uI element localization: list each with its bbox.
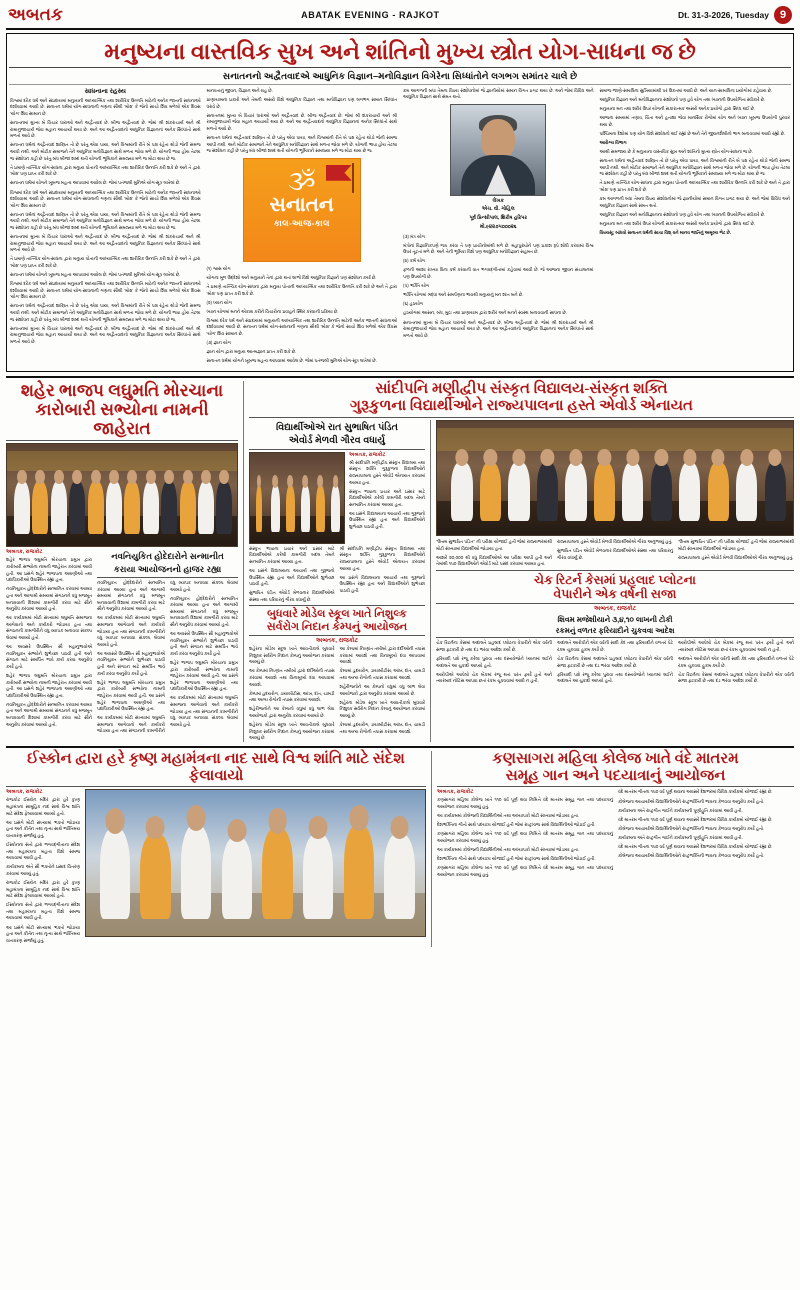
lead-column-4 — [600, 88, 791, 367]
masthead — [6, 4, 794, 30]
cheque-case-subhead-line2: રકમનું વળતર ફરિયાદીને ચુકવવા આદેશ — [555, 626, 675, 636]
bjp-location: અબતક, રાજકોટ — [6, 549, 43, 556]
masthead-center-text: ABATAK EVENING - RAJKOT — [301, 10, 440, 20]
health-camp-body: શહેરના મોડેલ સ્કૂલ ખાતે આવતીકાલે બુધવારે નિશુલ્ક સર્વરોગ નિદાન કેમ્પનું આયોજન કરવામાં આવ્યું છે. આ કેમ્પમાં નિષ્ણાંત તબીબો દ્વારા દર્દીઓની તપાસ કરવામાં આવશે તથા વિનામૂલ્યે દવા આપવામાં આવશે. કેમ્પમાં હૃદયરોગ, ડાયાબીટીસ, આંખ, દાંત, ચામડી તથા અન્ય રોગોની તપાસ કરવામાં આવશે. શહેરીજનોને આ કેમ્પનો વધુમાં વધુ લાભ લેવા આયોજકો દ્વારા અનુરોધ કરવામાં આવ્યો છે. શહેરના મોડેલ સ્કૂલ ખાતે આવતીકાલે બુધવારે નિશુલ્ક સર્વરોગ નિદાન કેમ્પનું આયોજન કરવામાં આવ્યું છે. આ કેમ્પમાં નિષ્ણાંત તબીબો દ્વારા દર્દીઓની તપાસ કરવામાં આવશે તથા વિનામૂલ્યે દવા આપવામાં આવશે. કેમ્પમાં હૃદયરોગ, ડાયાબીટીસ, આંખ, દાંત, ચામડી તથા અન્ય રોગોની તપાસ કરવામાં આવશે. શહેરીજનોને આ કેમ્પનો વધુમાં વધુ લાભ લેવા આયોજકો દ્વારા અનુરોધ કરવામાં આવ્યો છે. શહેરના મોડેલ સ્કૂલ ખાતે આવતીકાલે બુધવારે નિશુલ્ક સર્વરોગ નિદાન કેમ્પનું આયોજન કરવામાં આવ્યું છે. કેમ્પમાં હૃદયરોગ, ડાયાબીટીસ, આંખ, દાંત, ચામડી તથા અન્ય રોગોની તપાસ કરવામાં આવશે. — [249, 646, 425, 741]
lead-column-2 — [207, 88, 398, 367]
story-iskcon — [6, 751, 426, 947]
sanskrit-subhead-line2: એવોર્ડ મેળવી ગૌરવ વધાર્યુ — [288, 435, 386, 447]
masthead-right — [678, 6, 792, 24]
lead-columns — [9, 85, 791, 369]
lead-col2-body: (૧) શ્વાસ યોગ યોગના મૂળ ઉદ્દેશો અને મનુષ્યને તેનાં દ્વારા થતાં લાભો વિશે આધુનિક વિજ્ઞાને પણ સંશોધન કર્યાં છે. તે પ્રમાણે તાત્ત્વિક યોગ-સાધના દ્વારા મનુષ્ય પોતાની આધ્યાત્મિક તથા શારીરિક ઉન્નતિ કરી શકે છે અને તે દ્વારા 'મોક્ષ' પણ પ્રાપ્ત કરી શકે છે. (૨) ધ્યાન યોગ ધ્યાન યોગમાં મનને એકાગ્ર કરીને વિચારોના પ્રવાહને સ્થિર કરવાની પ્રક્રિયા છે. વિશ્વમાં દરેક ધર્મ અને સંપ્રદાયમાં મનુષ્યની આધ્યાત્મિક તથા શારીરિક ઉન્નતિ માટેની અનેક જાતની સાધનાઓ દર્શાવવામાં આવી છે. સનાતન ધર્મમાં યોગ-સાધનાની ગણના સૌથી 'મોક્ષ' કે જેનો સાચો શિવ મળેલો એક દિવસ 'યોગ' શિવ સામાન છે. (૩) જ્ઞાન યોગ જ્ઞાન યોગ દ્વારા મનુષ્ય આત્મજ્ઞાન પ્રાપ્ત કરી શકે છે. સનાતન ધર્મમાં યોગને ખૂબજ મહત્વ આપવામાં આવેલ છે. જેમાં પતંજલી મુનિએ યોગ-સૂત્ર લખેલાં છે. — [206, 265, 397, 364]
author-photo — [450, 104, 546, 196]
bjp-subhead-line2: કરાયા આયોજનનો હાજર રહ્યા — [113, 564, 222, 575]
lead-column-3 — [403, 88, 594, 367]
om-symbol-icon: ૐ — [287, 166, 316, 196]
author-block — [450, 104, 546, 231]
lead-col2-top: માનવતાનું જીવન, વિજ્ઞાન અને ગ્રહ છે. પ્રાણાયામના પ્રકારો અને તેમની અસરો વિશે આધુનિક વિજ્ઞાન તથા મનોવિજ્ઞાન પણ લગભગ સમાન સિધ્ધાંત ધરાવે છે. સનાતનમાં મુખ્ય બે વિચાર ધારાઓ અને અદ્વૈતવાદ છે. બીજ અદ્વૈતવાદ છે. જેમાં શ્રી શંકરાચાર્ય અને શ્રી રામાનુજાચાર્ય જેવા મહાન આચાર્યો થયા છે. અને આ અદ્વૈતવાદનો આધુનિક વિજ્ઞાનનાં અનેક સિધ્ધાંતો સાથે મળતો આવે છે. સનાતન ધર્મનાં અદ્વૈતવાદ શાસ્ત્રિત તો છે પરંતુ એવા પાયા, અને વિશ્વમાંની રીતે બે પક્ષ રહેતા થોડો જેની સમજ આપી નથી. અને મોટીક સમાજને તેને આધુનિક મનોવિજ્ઞાન સાથે મળતા જોવા મળે છે. યોગની ભાષા હોય તેટલા જ સંશોધન કહી છે પરંતુ બંધ બીજાં શબ્દ થતી યોગની ભૂમિકાને સમજ્યા મળે જ મોટા થાય છે જ. — [206, 87, 397, 154]
lead-section-title: સાધનાના રહસ્ય — [84, 87, 126, 95]
issue-date: Dt. 31-3-2026, Tuesday — [677, 10, 769, 20]
health-camp-location: અબતક, રાજકોટ — [315, 638, 359, 645]
photo-backdrop — [7, 451, 237, 471]
health-camp-headline-line2: સર્વરોગ નિદાન કેમ્પનું આયોજન — [266, 620, 408, 633]
health-camp-headline-line1: બુધવારે મોડેલ સ્કૂલ ખાતે નિશુલ્ક — [267, 608, 407, 621]
sanskrit-mid-col — [249, 420, 425, 742]
kansagra-body-col1: કણસાગરા મહિલા કોલેજ ખાતે ૧૧૦ વર્ષ પૂર્ણ થવા નિમિત્તે વંદે માતરમ સમૂહ ગાન તથા પદયાત્રાનું આયોજન કરવામાં આવ્યું હતું. આ કાર્યક્રમમાં કોલેજની વિદ્યાર્થિનીઓ તથા અધ્યાપકો મોટી સંખ્યામાં જોડાયા હતા. દેશભક્તિના ગીતો સાથે પદયાત્રા યોજાઈ હતી જેમાં રાષ્ટ્રધ્વજ સાથે વિદ્યાર્થિનીઓ જોડાઈ હતી. કણસાગરા મહિલા કોલેજ ખાતે ૧૧૦ વર્ષ પૂર્ણ થવા નિમિત્તે વંદે માતરમ સમૂહ ગાન તથા પદયાત્રાનું આયોજન કરવામાં આવ્યું હતું. આ કાર્યક્રમમાં કોલેજની વિદ્યાર્થિનીઓ તથા અધ્યાપકો મોટી સંખ્યામાં જોડાયા હતા. દેશભક્તિના ગીતો સાથે પદયાત્રા યોજાઈ હતી જેમાં રાષ્ટ્રધ્વજ સાથે વિદ્યાર્થિનીઓ જોડાઈ હતી. કણસાગરા મહિલા કોલેજ ખાતે ૧૧૦ વર્ષ પૂર્ણ થવા નિમિત્તે વંદે માતરમ સમૂહ ગાન તથા પદયાત્રાનું આયોજન કરવામાં આવ્યું હતું. — [437, 797, 613, 877]
lead-headline: મનુષ્યના વાસ્તવિક સુખ અને શાંતિનો મુખ્ય સ્ત્રોત યોગ-સાધના જ છે — [9, 36, 791, 68]
bjp-body-col1: શહેર ભાજપ લઘુમતિ મોરચાના પ્રમુખ દ્વારા કારોબારી સભ્યોના નામની જાહેરાત કરવામાં આવી હતી. આ પ્રસંગે શહેર ભાજપના અગ્રણીઓ તથા પદાધિકારીઓ ઉપસ્થિત રહ્યા હતા. નવનિયુકત હોદ્દેદારોને સન્માનિત કરવામાં આવ્યા હતા અને આગામી સમયમાં સંગઠનને વધુ મજબૂત બનાવવાની દિશામાં કામગીરી કરવા માટે સૌને અનુરોધ કરવામાં આવ્યો હતો. આ કાર્યક્રમમાં મોટી સંખ્યામાં લઘુમતિ સમાજના આગેવાનો અને કાર્યકરો જોડાયા હતા તથા સંગઠનની કામગીરીને વધુ વ્યાપક બનાવવા સંકલ્પ લેવામાં આવ્યો હતો. આ અવસરે ઉપસ્થિત સૌ મહાનુભાવોએ નવનિયુક્ત સભ્યોને શુભેચ્છા પાઠવી હતી અને સંગઠન માટે સમર્પિત ભાવે કાર્ય કરવા અનુરોધ કર્યો હતો. શહેર ભાજપ લઘુમતિ મોરચાના પ્રમુખ દ્વારા કારોબારી સભ્યોના નામની જાહેરાત કરવામાં આવી હતી. આ પ્રસંગે શહેર ભાજપના અગ્રણીઓ તથા પદાધિકારીઓ ઉપસ્થિત રહ્યા હતા. નવનિયુકત હોદ્દેદારોને સન્માનિત કરવામાં આવ્યા હતા અને આગામી સમયમાં સંગઠનને વધુ મજબૂત બનાવવાની દિશામાં કામગીરી કરવા માટે સૌને અનુરોધ કરવામાં આવ્યો હતો. — [6, 557, 92, 727]
author-name: એચ. વી. ગોહિલ — [481, 206, 515, 213]
author-designation: પૂર્વ પ્રિન્સીપાલ, શિરીષ હરિપર — [469, 215, 527, 222]
bjp-body-col2: નવનિયુકત હોદ્દેદારોને સન્માનિત કરવામાં આવ્યા હતા અને આગામી સમયમાં સંગઠનને વધુ મજબૂત બનાવવાની દિશામાં કામગીરી કરવા માટે સૌને અનુરોધ કરવામાં આવ્યો હતો. આ કાર્યક્રમમાં મોટી સંખ્યામાં લઘુમતિ સમાજના આગેવાનો અને કાર્યકરો જોડાયા હતા તથા સંગઠનની કામગીરીને વધુ વ્યાપક બનાવવા સંકલ્પ લેવામાં આવ્યો હતો. આ અવસરે ઉપસ્થિત સૌ મહાનુભાવોએ નવનિયુક્ત સભ્યોને શુભેચ્છા પાઠવી હતી અને સંગઠન માટે સમર્પિત ભાવે કાર્ય કરવા અનુરોધ કર્યો હતો. શહેર ભાજપ લઘુમતિ મોરચાના પ્રમુખ દ્વારા કારોબારી સભ્યોના નામની જાહેરાત કરવામાં આવી હતી. આ પ્રસંગે શહેર ભાજપના અગ્રણીઓ તથા પદાધિકારીઓ ઉપસ્થિત રહ્યા હતા. આ કાર્યક્રમમાં મોટી સંખ્યામાં લઘુમતિ સમાજના આગેવાનો અને કાર્યકરો જોડાયા હતા તથા સંગઠનની કામગીરીને વધુ વ્યાપક બનાવવા સંકલ્પ લેવામાં આવ્યો હતો. નવનિયુકત હોદ્દેદારોને સન્માનિત કરવામાં આવ્યા હતા અને આગામી સમયમાં સંગઠનને વધુ મજબૂત બનાવવાની દિશામાં કામગીરી કરવા માટે સૌને અનુરોધ કરવામાં આવ્યો હતો. આ અવસરે ઉપસ્થિત સૌ મહાનુભાવોએ નવનિયુક્ત સભ્યોને શુભેચ્છા પાઠવી હતી અને સંગઠન માટે સમર્પિત ભાવે કાર્ય કરવા અનુરોધ કર્યો હતો. શહેર ભાજપ લઘુમતિ મોરચાના પ્રમુખ દ્વારા કારોબારી સભ્યોના નામની જાહેરાત કરવામાં આવી હતી. આ પ્રસંગે શહેર ભાજપના અગ્રણીઓ તથા પદાધિકારીઓ ઉપસ્થિત રહ્યા હતા. આ કાર્યક્રમમાં મોટી સંખ્યામાં લઘુમતિ સમાજના આગેવાનો અને કાર્યકરો જોડાયા હતા તથા સંગઠનની કામગીરીને વધુ વ્યાપક બનાવવા સંકલ્પ લેવામાં આવ્યો હતો. — [97, 579, 238, 734]
kansagra-location: અબતક, રાજકોટ — [437, 789, 474, 796]
author-label-kicker: લેખક — [492, 197, 504, 204]
iskcon-body-col1: રાજકોટ ઈસ્કોન મંદિર દ્વારા હરે કૃષ્ણ મહામંત્રના સામૂહિક નાદ સાથે વિશ્વ શાંતિ માટે સંદેશ ફેલાવવામાં આવ્યો હતો. આ પ્રસંગે મોટી સંખ્યામાં ભક્તો જોડાયા હતા અને કીર્તન તથા નૃત્ય સાથે ભક્તિમય વાતાવરણ સર્જાયું હતું. ઈસ્કોનના સંતો દ્વારા ભગવદ્‌ગીતાના સંદેશ તથા મહામંત્રના મહત્વ વિશે સમજ આપવામાં આવી હતી. કાર્યક્રમના અંતે સૌ ભક્તોને પ્રસાદ વિતરણ કરવામાં આવ્યું હતું. રાજકોટ ઈસ્કોન મંદિર દ્વારા હરે કૃષ્ણ મહામંત્રના સામૂહિક નાદ સાથે વિશ્વ શાંતિ માટે સંદેશ ફેલાવવામાં આવ્યો હતો. ઈસ્કોનના સંતો દ્વારા ભગવદ્‌ગીતાના સંદેશ તથા મહામંત્રના મહત્વ વિશે સમજ આપવામાં આવી હતી. આ પ્રસંગે મોટી સંખ્યામાં ભક્તો જોડાયા હતા અને કીર્તન તથા નૃત્ય સાથે ભક્તિમય વાતાવરણ સર્જાયું હતું. — [6, 797, 80, 943]
iskcon-location: અબતક, રાજકોટ — [6, 789, 43, 796]
author-phone: મો.૯૪૨૭૫૦૦૦૨૬ — [479, 223, 517, 230]
bjp-group-photo — [6, 443, 238, 547]
publication-logo: અબતક — [8, 5, 63, 24]
lead-column-1 — [10, 88, 201, 367]
bjp-headline-line1: શહેર ભાજપ લઘુમતિ મોરચાના — [20, 381, 224, 401]
kansagra-headline-line1: કણસાગરા મહિલા કોલેજ ખાતે વંદે માતરમ — [492, 750, 739, 767]
band-3 — [6, 748, 794, 947]
kansagra-headline-line2: સમૂહ ગાન અને પદયાત્રાનું આયોજન — [505, 767, 726, 784]
sanskrit-right-col — [436, 420, 794, 742]
lead-subheadline: સનાતનનો અદ્વૈતવાદએ આધુનિક વિજ્ઞાન–મનોવિજ્ઞાન વિગેરેના સિધ્ધાંતોને લગભગ સમાંતર ચાલે છે — [9, 68, 791, 85]
sanskrit-body-b: સંસ્કૃત ભાષાના પ્રચાર અને પ્રસાર માટે વિદ્યાર્થીઓએ કરેલી કામગીરી બદલ તેમને સન્માનિત કરવામાં આવ્યા હતા. આ પ્રસંગે વિદ્યાલયના આચાર્ય તથા ગુરૂજનો ઉપસ્થિત રહ્યા હતા અને વિદ્યાર્થીઓને શુભેચ્છા પાઠવી હતી. સુભાષિત પંડિત એવોર્ડ મેળવનાર વિદ્યાર્થીઓએ સંસ્થા તથા પરિવારનું ગૌરવ વધાર્યું છે. શ્રી સાંદીપનિ મણીદ્વીપ સંસ્કૃત વિદ્યાલય તથા સંસ્કૃત શક્તિ ગુરૂકુળના વિદ્યાર્થીઓને રાજ્યપાલના હસ્તે એવોર્ડ એનાયત કરવામાં આવ્યા હતા. આ પ્રસંગે વિદ્યાલયના આચાર્ય તથા ગુરૂજનો ઉપસ્થિત રહ્યા હતા અને વિદ્યાર્થીઓને શુભેચ્છા પાઠવી હતી. — [249, 545, 425, 602]
cheque-case-body: ચેક રિટર્નના કેસમાં અદાલતે પ્રહલાદ પ્લોટના વેપારીને એક વર્ષની સજા ફટકારી છે તથા દંડ ભરવા આદેશ કર્યો છે. ફરિયાદી પક્ષે રજૂ કરેલા પુરાવા તથા દસ્તાવેજોને ધ્યાનમાં લઈને અદાલતે આ ચુકાદો આપ્યો હતો. આરોપીએ આપેલો ચેક બેંકમાં રજૂ થતાં પરત ફર્યો હતો અને ત્યારબાદ નોટિસ આપવા છતાં રકમ ચૂકવવામાં આવી ન હતી. અદાલતે આરોપીને એક વર્ષની સાદી કેદ તથા ફરિયાદીને વળતર પેટે રકમ ચૂકવવા હુકમ કર્યો છે. ચેક રિટર્નના કેસમાં અદાલતે પ્રહલાદ પ્લોટના વેપારીને એક વર્ષની સજા ફટકારી છે તથા દંડ ભરવા આદેશ કર્યો છે. ફરિયાદી પક્ષે રજૂ કરેલા પુરાવા તથા દસ્તાવેજોને ધ્યાનમાં લઈને અદાલતે આ ચુકાદો આપ્યો હતો. આરોપીએ આપેલો ચેક બેંકમાં રજૂ થતાં પરત ફર્યો હતો અને ત્યારબાદ નોટિસ આપવા છતાં રકમ ચૂકવવામાં આવી ન હતી. અદાલતે આરોપીને એક વર્ષની સાદી કેદ તથા ફરિયાદીને વળતર પેટે રકમ ચૂકવવા હુકમ કર્યો છે. ચેક રિટર્નના કેસમાં અદાલતે પ્રહલાદ પ્લોટના વેપારીને એક વર્ષની સજા ફટકારી છે તથા દંડ ભરવા આદેશ કર્યો છે. — [436, 640, 794, 684]
sanskrit-body-a: શ્રી સાંદીપનિ મણીદ્વીપ સંસ્કૃત વિદ્યાલય તથા સંસ્કૃત શક્તિ ગુરૂકુળના વિદ્યાર્થીઓને રાજ્યપાલના હસ્તે એવોર્ડ એનાયત કરવામાં આવ્યા હતા. સંસ્કૃત ભાષાના પ્રચાર અને પ્રસાર માટે વિદ્યાર્થીઓએ કરેલી કામગીરી બદલ તેમને સન્માનિત કરવામાં આવ્યા હતા. આ પ્રસંગે વિદ્યાલયના આચાર્ય તથા ગુરૂજનો ઉપસ્થિત રહ્યા હતા અને વિદ્યાર્થીઓને શુભેચ્છા પાઠવી હતી. — [349, 459, 425, 530]
lead-col3-body: (૩) મંત્ર યોગ મંત્રોનાં વિજ્ઞાનિકપણે જપ કરવા તે પણ પ્રાચીનોમાંથી મળે છે. મહાપુરુષોને પણ પ્રકાશ રૂપે શોધી કરવામાં વિશ્વ ઉપર તૂટતાં મળે છે. અને તેની ભૂમિકા વિશે પણ આધુનિક મનોવિજ્ઞાન સહમત છે. (૪) કર્મ યોગ ફળની આશા રાખ્યા વિના કર્મ કરવાની વાત ભગવદ્‌ગીતામાં કહેવામાં આવી છે. જે આજના જીવન સંચાલનમાં પણ ઉપયોગી છે. (૫) ભક્તિ યોગ ભક્તિ યોગમાં શ્રદ્ધા અને સમર્પણના ભાવથી મનુષ્યનું મન શાંત બને છે. (૬) હઠયોગ હઠયોગમાં આસન, બંધ, મુદ્રા તથા પ્રાણાયામ દ્વારા શરીર અને મનને સ્વસ્થ બનાવવાની સાધના છે. સનાતનમાં મુખ્ય બે વિચાર ધારાઓ અને અદ્વૈતવાદ છે. બીજ અદ્વૈતવાદ છે. જેમાં શ્રી શંકરાચાર્ય અને શ્રી રામાનુજાચાર્ય જેવા મહાન આચાર્યો થયા છે. અને આ અદ્વૈતવાદનો આધુનિક વિજ્ઞાનનાં અનેક સિધ્ધાંતો સાથે મળતો આવે છે. — [403, 233, 594, 338]
sanatan-logo-word: સનાતન — [269, 193, 334, 216]
sanatan-logo-tagline: કાલ-આજ-કાલ — [273, 217, 330, 228]
cheque-case-headline-line2: વેપારીને એક વર્ષની સજા — [553, 586, 677, 601]
sanskrit-headline-line1: સાંદીપનિ મણીદ્વીપ સંસ્કૃત વિદ્યાલય-સંસ્કૃત શક્તિ — [375, 381, 668, 398]
story-sanskrit-award — [249, 381, 794, 741]
lead-article — [6, 33, 794, 372]
band-2 — [6, 378, 794, 741]
sanskrit-headline-line2: ગુરૂકુળના વિદ્યાર્થીઓને રાજ્યપાલના હસ્તે એવોર્ડ એનાયત — [350, 398, 693, 415]
page-number-badge: 9 — [774, 6, 792, 24]
iskcon-kirtan-photo — [85, 789, 426, 937]
sanskrit-subhead-line1: વિદ્યાર્થીઓએ રાત સુભાષિત પંડિત — [276, 421, 398, 433]
iskcon-headline: ઈસ્કોન દ્વારા હરે કૃષ્ણ મહામંત્રના નાદ સાથે વિશ્વ શાંતિ માટે સંદેશ ફેલાવાયો — [27, 750, 405, 784]
sanskrit-students-photo — [249, 452, 345, 544]
flag-pole-icon — [352, 163, 354, 193]
bjp-headline-line2: કારોબારી સભ્યોના નામની જાહેરાત — [35, 400, 209, 439]
award-ceremony-photo — [436, 420, 794, 536]
lead-col4-body: સમાજ જાણે-સમાધિના સુખિયામાંથી પર ઉકતમાં આવી છે. અને યાન-સામાધિના પ્રયોગોમાં કહેવાય છે. આધુનિક વિજ્ઞાન અને મનોવિજ્ઞાનના સંશોધનો પણ હવે યોગ તથા ધ્યાનની ઉપયોગિતા સ્વીકારે છે. મનુષ્યના મન તથા શરીર ઉપર યોગની સકારાત્મક અસરો અનેક પ્રયોગો દ્વારા સિધ્ધ થઈ છે. આજના સમયમાં તણાવ, ચિંતા અને હતાશા જેવા માનસિક રોગોમાં યોગ અને ધ્યાન ખૂબજ ઉપયોગી પુરવાર થયા છે. પશ્ચિમના દેશોમાં પણ યોગ વિશે સંશોધનો થઈ રહ્યાં છે અને તેને જીવનશૈલીનો ભાગ બનાવવામાં આવી રહ્યો છે. આરોગ્ય વિભાગ આથી સમજાય છે કે મનુષ્યના વાસ્તવિક સુખ અને શાંતિનો મુખ્ય સ્ત્રોત યોગ-સાધના જ છે. સનાતન ધર્મનાં અદ્વૈતવાદ શાસ્ત્રિત તો છે પરંતુ એવા પાયા, અને વિશ્વમાંની રીતે બે પક્ષ રહેતા થોડો જેની સમજ આપી નથી. અને મોટીક સમાજને તેને આધુનિક મનોવિજ્ઞાન સાથે મળતા જોવા મળે છે. યોગની ભાષા હોય તેટલા જ સંશોધન કહી છે પરંતુ બંધ બીજાં શબ્દ થતી યોગની ભૂમિકાને સમજ્યા મળે જ મોટા થાય છે જ. તે પ્રમાણે તાત્ત્વિક યોગ-સાધના દ્વારા મનુષ્ય પોતાની આધ્યાત્મિક તથા શારીરિક ઉન્નતિ કરી શકે છે અને તે દ્વારા 'મોક્ષ' પણ પ્રાપ્ત કરી શકે છે. ક્રમ આગળની બધા તેમના વિષય સંશોધનોમાં જે જ્ઞાનીયોમાં સમાન વિગત પ્રગટ થયા છે. અને જેમાં વિવિધ અને આધુનિક વિજ્ઞાન સાથે સંમત થતો. આધુનિક વિજ્ઞાન અને મનોવિજ્ઞાનના સંશોધનો પણ હવે યોગ તથા ધ્યાનની ઉપયોગિતા સ્વીકારે છે. મનુષ્યના મન તથા શરીર ઉપર યોગની સકારાત્મક અસરો અનેક પ્રયોગો દ્વારા સિધ્ધ થઈ છે. વિષયસૂ: બાંધવો સનાતન ધર્મની સાચા વિશ્ વને માનવ જાતિનું અમૂલ્ય ભેટ છે. — [599, 87, 790, 235]
story-kansagra — [437, 751, 794, 947]
sanskrit-location: અબતક, રાજકોટ — [349, 451, 386, 458]
cheque-case-location: અબતક, રાજકોટ — [593, 605, 637, 612]
award-body: "ઉત્તમ સુભાષિત પંડિત" ની પરીક્ષા યોજાઈ હતી જેમાં રાજ્યભરમાંથી મોટી સંખ્યામાં વિદ્યાર્થીઓ જોડાયા હતા. આશરે ૨૦,૦૦૦ થી વધુ વિદ્યાર્થીઓએ આ પરીક્ષા આપી હતી અને તેમાંથી ૧૫૦ વિદ્યાર્થીઓને એવોર્ડ માટે પસંદ કરવામાં આવ્યા હતા. રાજ્યપાલના હસ્તે એવોર્ડ મેળવી વિદ્યાર્થીઓએ ગૌરવ અનુભવ્યું હતું. સુભાષિત પંડિત એવોર્ડ મેળવનાર વિદ્યાર્થીઓએ સંસ્થા તથા પરિવારનું ગૌરવ વધાર્યું છે. "ઉત્તમ સુભાષિત પંડિત" ની પરીક્ષા યોજાઈ હતી જેમાં રાજ્યભરમાંથી મોટી સંખ્યામાં વિદ્યાર્થીઓ જોડાયા હતા. રાજ્યપાલના હસ્તે એવોર્ડ મેળવી વિદ્યાર્થીઓએ ગૌરવ અનુભવ્યું હતું. — [436, 538, 794, 567]
author-head — [481, 119, 515, 159]
cheque-case-headline-line1: ચેક રિટર્ન કેસમાં પ્રહલાદ પ્લોટના — [534, 572, 696, 587]
cheque-case-subhead-line1: શિવમ મજેશીયાને ૩,૪,૧૦ લાખની ટોકી — [557, 614, 673, 624]
sanatan-logo — [243, 158, 361, 262]
lead-col1-body: વિશ્વમાં દરેક ધર્મ અને સંપ્રદાયમાં મનુષ્યની આધ્યાત્મિક તથા શારીરિક ઉન્નતિ માટેની અનેક જાતની સાધનાઓ દર્શાવવામાં આવી છે. સનાતન ધર્મમાં યોગ-સાધનાની ગણના સૌથી 'મોક્ષ' કે જેનો સાચો શિવ મળેલો એક દિવસ 'યોગ' શિવ સામાન છે. સનાતનમાં મુખ્ય બે વિચાર ધારાઓ અને અદ્વૈતવાદ છે. બીજ અદ્વૈતવાદ છે. જેમાં શ્રી શંકરાચાર્ય અને શ્રી રામાનુજાચાર્ય જેવા મહાન આચાર્યો થયા છે. અને આ અદ્વૈતવાદનો આધુનિક વિજ્ઞાનનાં અનેક સિધ્ધાંતો સાથે મળતો આવે છે. સનાતન ધર્મનાં અદ્વૈતવાદ શાસ્ત્રિત તો છે પરંતુ એવા પાયા, અને વિશ્વમાંની રીતે બે પક્ષ રહેતા થોડો જેની સમજ આપી નથી. અને મોટીક સમાજને તેને આધુનિક મનોવિજ્ઞાન સાથે મળતા જોવા મળે છે. યોગની ભાષા હોય તેટલા જ સંશોધન કહી છે પરંતુ બંધ બીજાં શબ્દ થતી યોગની ભૂમિકાને સમજ્યા મળે જ મોટા થાય છે જ. તે પ્રમાણે તાત્ત્વિક યોગ-સાધના દ્વારા મનુષ્ય પોતાની આધ્યાત્મિક તથા શારીરિક ઉન્નતિ કરી શકે છે અને તે દ્વારા 'મોક્ષ' પણ પ્રાપ્ત કરી શકે છે. સનાતન ધર્મમાં યોગને ખૂબજ મહત્વ આપવામાં આવેલ છે. જેમાં પતંજલી મુનિએ યોગ-સૂત્ર લખેલાં છે. વિશ્વમાં દરેક ધર્મ અને સંપ્રદાયમાં મનુષ્યની આધ્યાત્મિક તથા શારીરિક ઉન્નતિ માટેની અનેક જાતની સાધનાઓ દર્શાવવામાં આવી છે. સનાતન ધર્મમાં યોગ-સાધનાની ગણના સૌથી 'મોક્ષ' કે જેનો સાચો શિવ મળેલો એક દિવસ 'યોગ' શિવ સામાન છે. સનાતન ધર્મનાં અદ્વૈતવાદ શાસ્ત્રિત તો છે પરંતુ એવા પાયા, અને વિશ્વમાંની રીતે બે પક્ષ રહેતા થોડો જેની સમજ આપી નથી. અને મોટીક સમાજને તેને આધુનિક મનોવિજ્ઞાન સાથે મળતા જોવા મળે છે. યોગની ભાષા હોય તેટલા જ સંશોધન કહી છે પરંતુ બંધ બીજાં શબ્દ થતી યોગની ભૂમિકાને સમજ્યા મળે જ મોટા થાય છે જ. સનાતનમાં મુખ્ય બે વિચાર ધારાઓ અને અદ્વૈતવાદ છે. બીજ અદ્વૈતવાદ છે. જેમાં શ્રી શંકરાચાર્ય અને શ્રી રામાનુજાચાર્ય જેવા મહાન આચાર્યો થયા છે. અને આ અદ્વૈતવાદનો આધુનિક વિજ્ઞાનનાં અનેક સિધ્ધાંતો સાથે મળતો આવે છે. તે પ્રમાણે તાત્ત્વિક યોગ-સાધના દ્વારા મનુષ્ય પોતાની આધ્યાત્મિક તથા શારીરિક ઉન્નતિ કરી શકે છે અને તે દ્વારા 'મોક્ષ' પણ પ્રાપ્ત કરી શકે છે. સનાતન ધર્મમાં યોગને ખૂબજ મહત્વ આપવામાં આવેલ છે. જેમાં પતંજલી મુનિએ યોગ-સૂત્ર લખેલાં છે. વિશ્વમાં દરેક ધર્મ અને સંપ્રદાયમાં મનુષ્યની આધ્યાત્મિક તથા શારીરિક ઉન્નતિ માટેની અનેક જાતની સાધનાઓ દર્શાવવામાં આવી છે. સનાતન ધર્મમાં યોગ-સાધનાની ગણના સૌથી 'મોક્ષ' કે જેનો સાચો શિવ મળેલો એક દિવસ 'યોગ' શિવ સામાન છે. સનાતન ધર્મનાં અદ્વૈતવાદ શાસ્ત્રિત તો છે પરંતુ એવા પાયા, અને વિશ્વમાંની રીતે બે પક્ષ રહેતા થોડો જેની સમજ આપી નથી. અને મોટીક સમાજને તેને આધુનિક મનોવિજ્ઞાન સાથે મળતા જોવા મળે છે. યોગની ભાષા હોય તેટલા જ સંશોધન કહી છે પરંતુ બંધ બીજાં શબ્દ થતી યોગની ભૂમિકાને સમજ્યા મળે જ મોટા થાય છે જ. સનાતનમાં મુખ્ય બે વિચાર ધારાઓ અને અદ્વૈતવાદ છે. બીજ અદ્વૈતવાદ છે. જેમાં શ્રી શંકરાચાર્ય અને શ્રી રામાનુજાચાર્ય જેવા મહાન આચાર્યો થયા છે. અને આ અદ્વૈતવાદનો આધુનિક વિજ્ઞાનનાં અનેક સિધ્ધાંતો સાથે મળતો આવે છે. — [10, 97, 201, 344]
kansagra-body-col2: વંદે માતરમ ગીતના ૧૫૦ વર્ષ પૂર્ણ થવાના અવસરે દેશભરમાં વિવિધ કાર્યક્રમો યોજાઈ રહ્યા છે. કોલેજના આચાર્યાએ વિદ્યાર્થિનીઓને રાષ્ટ્રભક્તિની ભાવના કેળવવા અનુરોધ કર્યો હતો. કાર્યક્રમના અંતે રાષ્ટ્રગીત ગાઈને કાર્યક્રમની પૂર્ણાહુતિ કરવામાં આવી હતી. વંદે માતરમ ગીતના ૧૫૦ વર્ષ પૂર્ણ થવાના અવસરે દેશભરમાં વિવિધ કાર્યક્રમો યોજાઈ રહ્યા છે. કોલેજના આચાર્યાએ વિદ્યાર્થિનીઓને રાષ્ટ્રભક્તિની ભાવના કેળવવા અનુરોધ કર્યો હતો. કાર્યક્રમના અંતે રાષ્ટ્રગીત ગાઈને કાર્યક્રમની પૂર્ણાહુતિ કરવામાં આવી હતી. વંદે માતરમ ગીતના ૧૫૦ વર્ષ પૂર્ણ થવાના અવસરે દેશભરમાં વિવિધ કાર્યક્રમો યોજાઈ રહ્યા છે. કોલેજના આચાર્યાએ વિદ્યાર્થિનીઓને રાષ્ટ્રભક્તિની ભાવના કેળવવા અનુરોધ કર્યો હતો. — [618, 789, 773, 859]
story-bjp-minority — [6, 381, 238, 741]
bjp-subhead-line1: નવનિયુકિત હોદેદારોને સન્માનીત — [111, 551, 224, 562]
lead-col3-top: ક્રમ આગળની બધા તેમના વિષય સંશોધનોમાં જે જ્ઞાનીયોમાં સમાન વિગત પ્રગટ થયા છે. અને જેમાં વિવિધ અને આધુનિક વિજ્ઞાન સાથે સંમત થતો. — [403, 87, 594, 100]
